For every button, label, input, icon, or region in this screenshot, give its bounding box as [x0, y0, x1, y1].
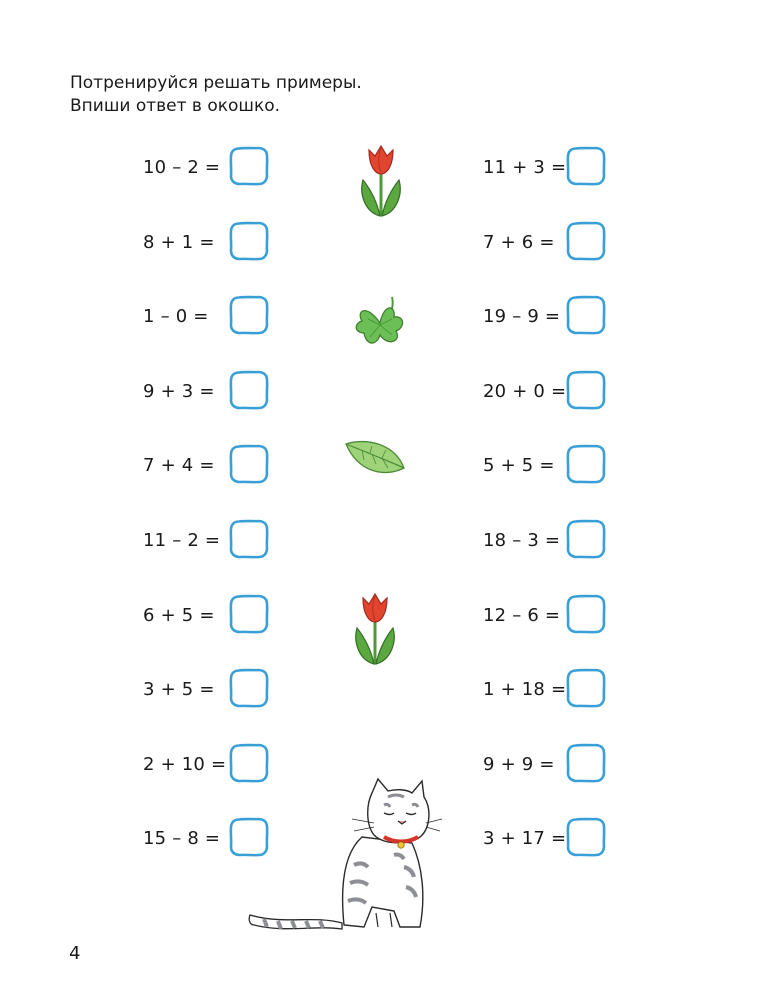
- exercise-row: [483, 519, 623, 563]
- exercise-row: [483, 370, 623, 414]
- cat-picture: [244, 775, 444, 935]
- exercise-row: [143, 519, 283, 563]
- exercise-expression: 19 – 9 =: [483, 306, 561, 328]
- exercise-row: [483, 594, 623, 638]
- exercise-row: [483, 743, 623, 787]
- instruction-line-2: Впиши ответ в окошко.: [70, 96, 281, 116]
- leaf-picture: [344, 438, 406, 480]
- exercise-expression: 5 + 5 =: [483, 455, 555, 477]
- exercise-row: [143, 668, 283, 712]
- answer-box[interactable]: [229, 668, 269, 708]
- exercise-expression: 20 + 0 =: [483, 380, 567, 402]
- answer-box[interactable]: [566, 594, 606, 634]
- exercise-expression: 7 + 6 =: [483, 231, 555, 253]
- exercise-expression: 9 + 3 =: [143, 380, 215, 402]
- exercise-expression: 11 + 3 =: [483, 157, 567, 178]
- exercise-expression: 1 + 18 =: [483, 679, 567, 701]
- exercise-expression: 3 + 5 =: [143, 679, 215, 701]
- exercise-expression: 9 + 9 =: [483, 753, 555, 775]
- answer-box[interactable]: [229, 519, 269, 559]
- answer-box[interactable]: [566, 295, 606, 335]
- exercise-row: [483, 817, 623, 861]
- exercise-expression: 2 + 10 =: [143, 753, 227, 775]
- exercise-expression: 15 – 8 =: [143, 828, 221, 850]
- exercise-row: [143, 370, 283, 414]
- answer-box[interactable]: [229, 370, 269, 410]
- exercise-row: [483, 221, 623, 265]
- answer-box[interactable]: [566, 743, 606, 783]
- exercise-expression: 10 – 2 =: [143, 157, 221, 178]
- exercise-row: [483, 668, 623, 712]
- exercise-expression: 11 – 2 =: [143, 530, 221, 551]
- answer-box[interactable]: [229, 444, 269, 484]
- exercise-row: [483, 146, 623, 190]
- exercise-row: [483, 444, 623, 488]
- tulip-picture: [355, 142, 407, 220]
- exercise-expression: 18 – 3 =: [483, 530, 561, 551]
- answer-box[interactable]: [566, 668, 606, 708]
- clover-picture: [352, 295, 407, 351]
- answer-box[interactable]: [229, 146, 269, 186]
- exercise-row: [143, 221, 283, 265]
- answer-box[interactable]: [566, 221, 606, 261]
- exercise-row: [143, 146, 283, 190]
- answer-box[interactable]: [566, 146, 606, 186]
- exercise-row: [143, 444, 283, 488]
- exercise-expression: 8 + 1 =: [143, 231, 215, 253]
- exercise-row: [143, 295, 283, 339]
- tulip-picture: [349, 590, 401, 668]
- answer-box[interactable]: [566, 370, 606, 410]
- exercise-expression: 3 + 17 =: [483, 828, 567, 850]
- answer-box[interactable]: [566, 444, 606, 484]
- answer-box[interactable]: [566, 519, 606, 559]
- exercise-expression: 12 – 6 =: [483, 604, 561, 626]
- answer-box[interactable]: [566, 817, 606, 857]
- answer-box[interactable]: [229, 221, 269, 261]
- exercise-row: [143, 594, 283, 638]
- page-number: 4: [69, 943, 81, 964]
- exercise-expression: 6 + 5 =: [143, 604, 215, 626]
- instructions: [70, 72, 362, 118]
- exercise-expression: 7 + 4 =: [143, 455, 215, 477]
- instruction-line-1: Потренируйся решать примеры.: [70, 73, 362, 93]
- answer-box[interactable]: [229, 295, 269, 335]
- exercise-row: [483, 295, 623, 339]
- exercise-expression: 1 – 0 =: [143, 306, 209, 328]
- answer-box[interactable]: [229, 594, 269, 634]
